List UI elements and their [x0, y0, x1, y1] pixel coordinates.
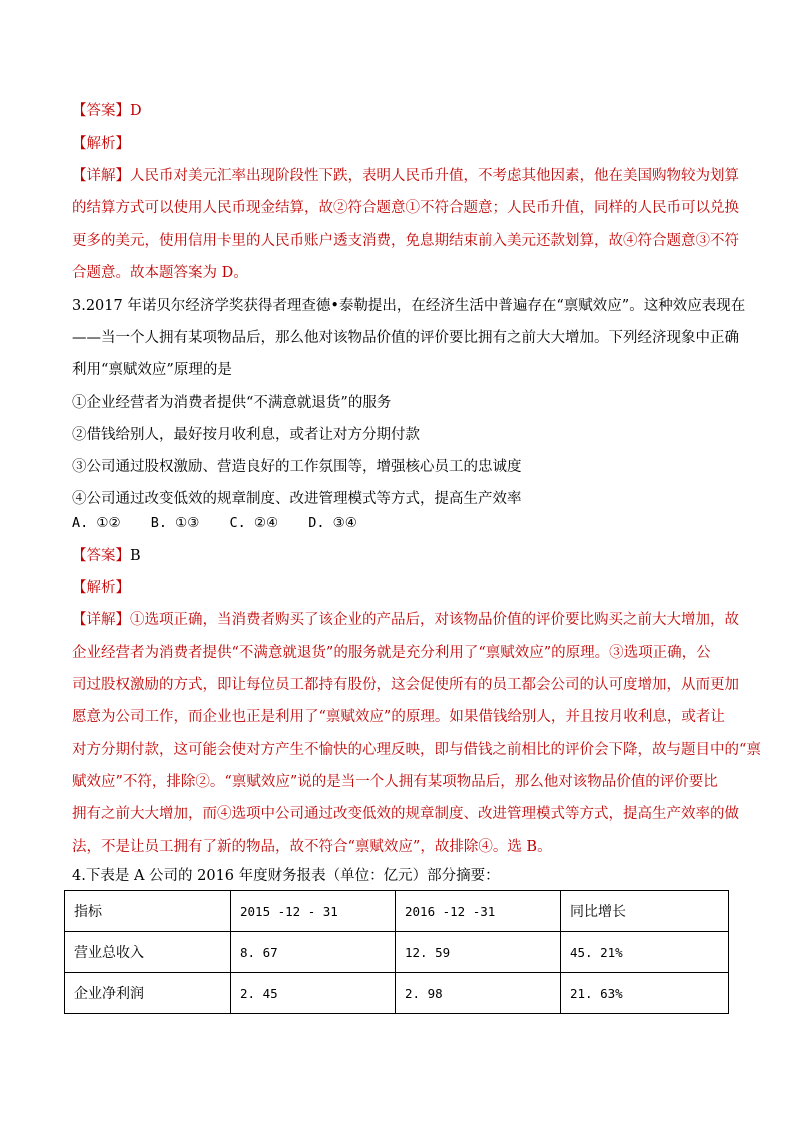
q3-detail-line-1: [72, 610, 739, 630]
answer-value: B: [130, 548, 141, 564]
table-cell: 2. 45: [231, 973, 396, 1014]
answer-value: D: [130, 103, 142, 119]
answer-tag: 【答案】: [72, 103, 130, 119]
analysis-tag: 【解析】: [72, 580, 130, 596]
q3-options: [72, 513, 379, 533]
q3-detail-line-5: 对方分期付款，这可能会使对方产生不愉快的心理反映，即与借钱之前相比的评价会下降，故与题目中的“禀: [72, 742, 761, 758]
q2-analysis-line: [72, 134, 732, 154]
q3-detail-line-2: 企业经营者为消费者提供“不满意就退货”的服务就是充分利用了“禀赋效应”的原理。③选项正确，公: [72, 645, 711, 661]
q2-answer-line: [72, 101, 732, 121]
option-d: D. ③④: [308, 515, 357, 531]
q3-detail-line-6: 赋效应”不符，排除②。“禀赋效应”说的是当一个人拥有某项物品后，那么他对该物品价值的评价要比: [72, 774, 718, 790]
q4-stem: 4.下表是 A 公司的 2016 年度财务报表（单位：亿元）部分摘要：: [72, 868, 500, 884]
table-header-cell: 同比增长: [561, 891, 729, 932]
q2-detail-line-3: 更多的美元，使用信用卡里的人民币账户透支消费，免息期结束前入美元还款划算，故④符合题意③不符: [72, 233, 739, 249]
table-header-row: [65, 891, 729, 932]
financial-table: [64, 890, 729, 1014]
q3-detail-line-8: 法，不是让员工拥有了新的物品，故不符合“禀赋效应”，故排除④。选 B。: [72, 839, 552, 855]
q2-detail-line-2: 的结算方式可以使用人民币现金结算，故②符合题意①不符合题意；人民币升值，同样的人民币可以兑换: [72, 200, 739, 216]
detail-text: 人民币对美元汇率出现阶段性下跌，表明人民币升值，不考虑其他因素，他在美国购物较为划算: [130, 168, 739, 184]
answer-tag: 【答案】: [72, 548, 130, 564]
table-header-cell: 指标: [65, 891, 231, 932]
q3-stem-line-1: 3.2017 年诺贝尔经济学奖获得者理查德•泰勒提出，在经济生活中普遍存在“禀赋效应”。这种效应表现在: [72, 298, 746, 314]
option-c: C. ②④: [229, 515, 279, 531]
table-row: [65, 973, 729, 1014]
q3-statement-4: ④公司通过改变低效的规章制度、改进管理模式等方式，提高生产效率: [72, 491, 522, 507]
detail-tag: 【详解】: [72, 612, 130, 628]
q3-stem-line-2: ——当一个人拥有某项物品后，那么他对该物品价值的评价要比拥有之前大大增加。下列经济现象中正确: [72, 330, 739, 346]
table-header-cell: 2016 -12 -31: [396, 891, 561, 932]
analysis-tag: 【解析】: [72, 136, 130, 152]
q3-answer-line: [72, 546, 732, 566]
table-cell: 营业总收入: [65, 932, 231, 973]
q3-statement-2: ②借钱给别人，最好按月收利息，或者让对方分期付款: [72, 427, 420, 443]
table-cell: 12. 59: [396, 932, 561, 973]
q3-analysis-line: [72, 578, 732, 598]
q2-detail-line-1: [72, 166, 739, 186]
detail-tag: 【详解】: [72, 168, 130, 184]
table-cell: 21. 63%: [561, 973, 729, 1014]
table-cell: 2. 98: [396, 973, 561, 1014]
q3-detail-line-4: 愿意为公司工作，而企业也正是利用了“禀赋效应”的原理。如果借钱给别人，并且按月收利息，或者让: [72, 709, 725, 725]
detail-text: ①选项正确，当消费者购买了该企业的产品后，对该物品价值的评价要比购买之前大大增加，故: [130, 612, 739, 628]
table-row: [65, 932, 729, 973]
q2-detail-line-4: 合题意。故本题答案为 D。: [72, 265, 248, 281]
option-a: A. ①②: [72, 515, 121, 531]
option-b: B. ①③: [150, 515, 200, 531]
q3-detail-line-7: 拥有之前大大增加，而④选项中公司通过改变低效的规章制度、改进管理模式等方式，提高生产效率的做: [72, 806, 739, 822]
q3-detail-line-3: 司过股权激励的方式，即让每位员工都持有股份，这会促使所有的员工都会公司的认可度增加，从而更加: [72, 677, 739, 693]
table-cell: 8. 67: [231, 932, 396, 973]
q3-statement-1: ①企业经营者为消费者提供“不满意就退货”的服务: [72, 395, 392, 411]
table-header-cell: 2015 -12 - 31: [231, 891, 396, 932]
q3-stem-line-3: 利用“禀赋效应”原理的是: [72, 362, 232, 378]
table-cell: 企业净利润: [65, 973, 231, 1014]
table-cell: 45. 21%: [561, 932, 729, 973]
q3-statement-3: ③公司通过股权激励、营造良好的工作氛围等，增强核心员工的忠诚度: [72, 459, 522, 475]
